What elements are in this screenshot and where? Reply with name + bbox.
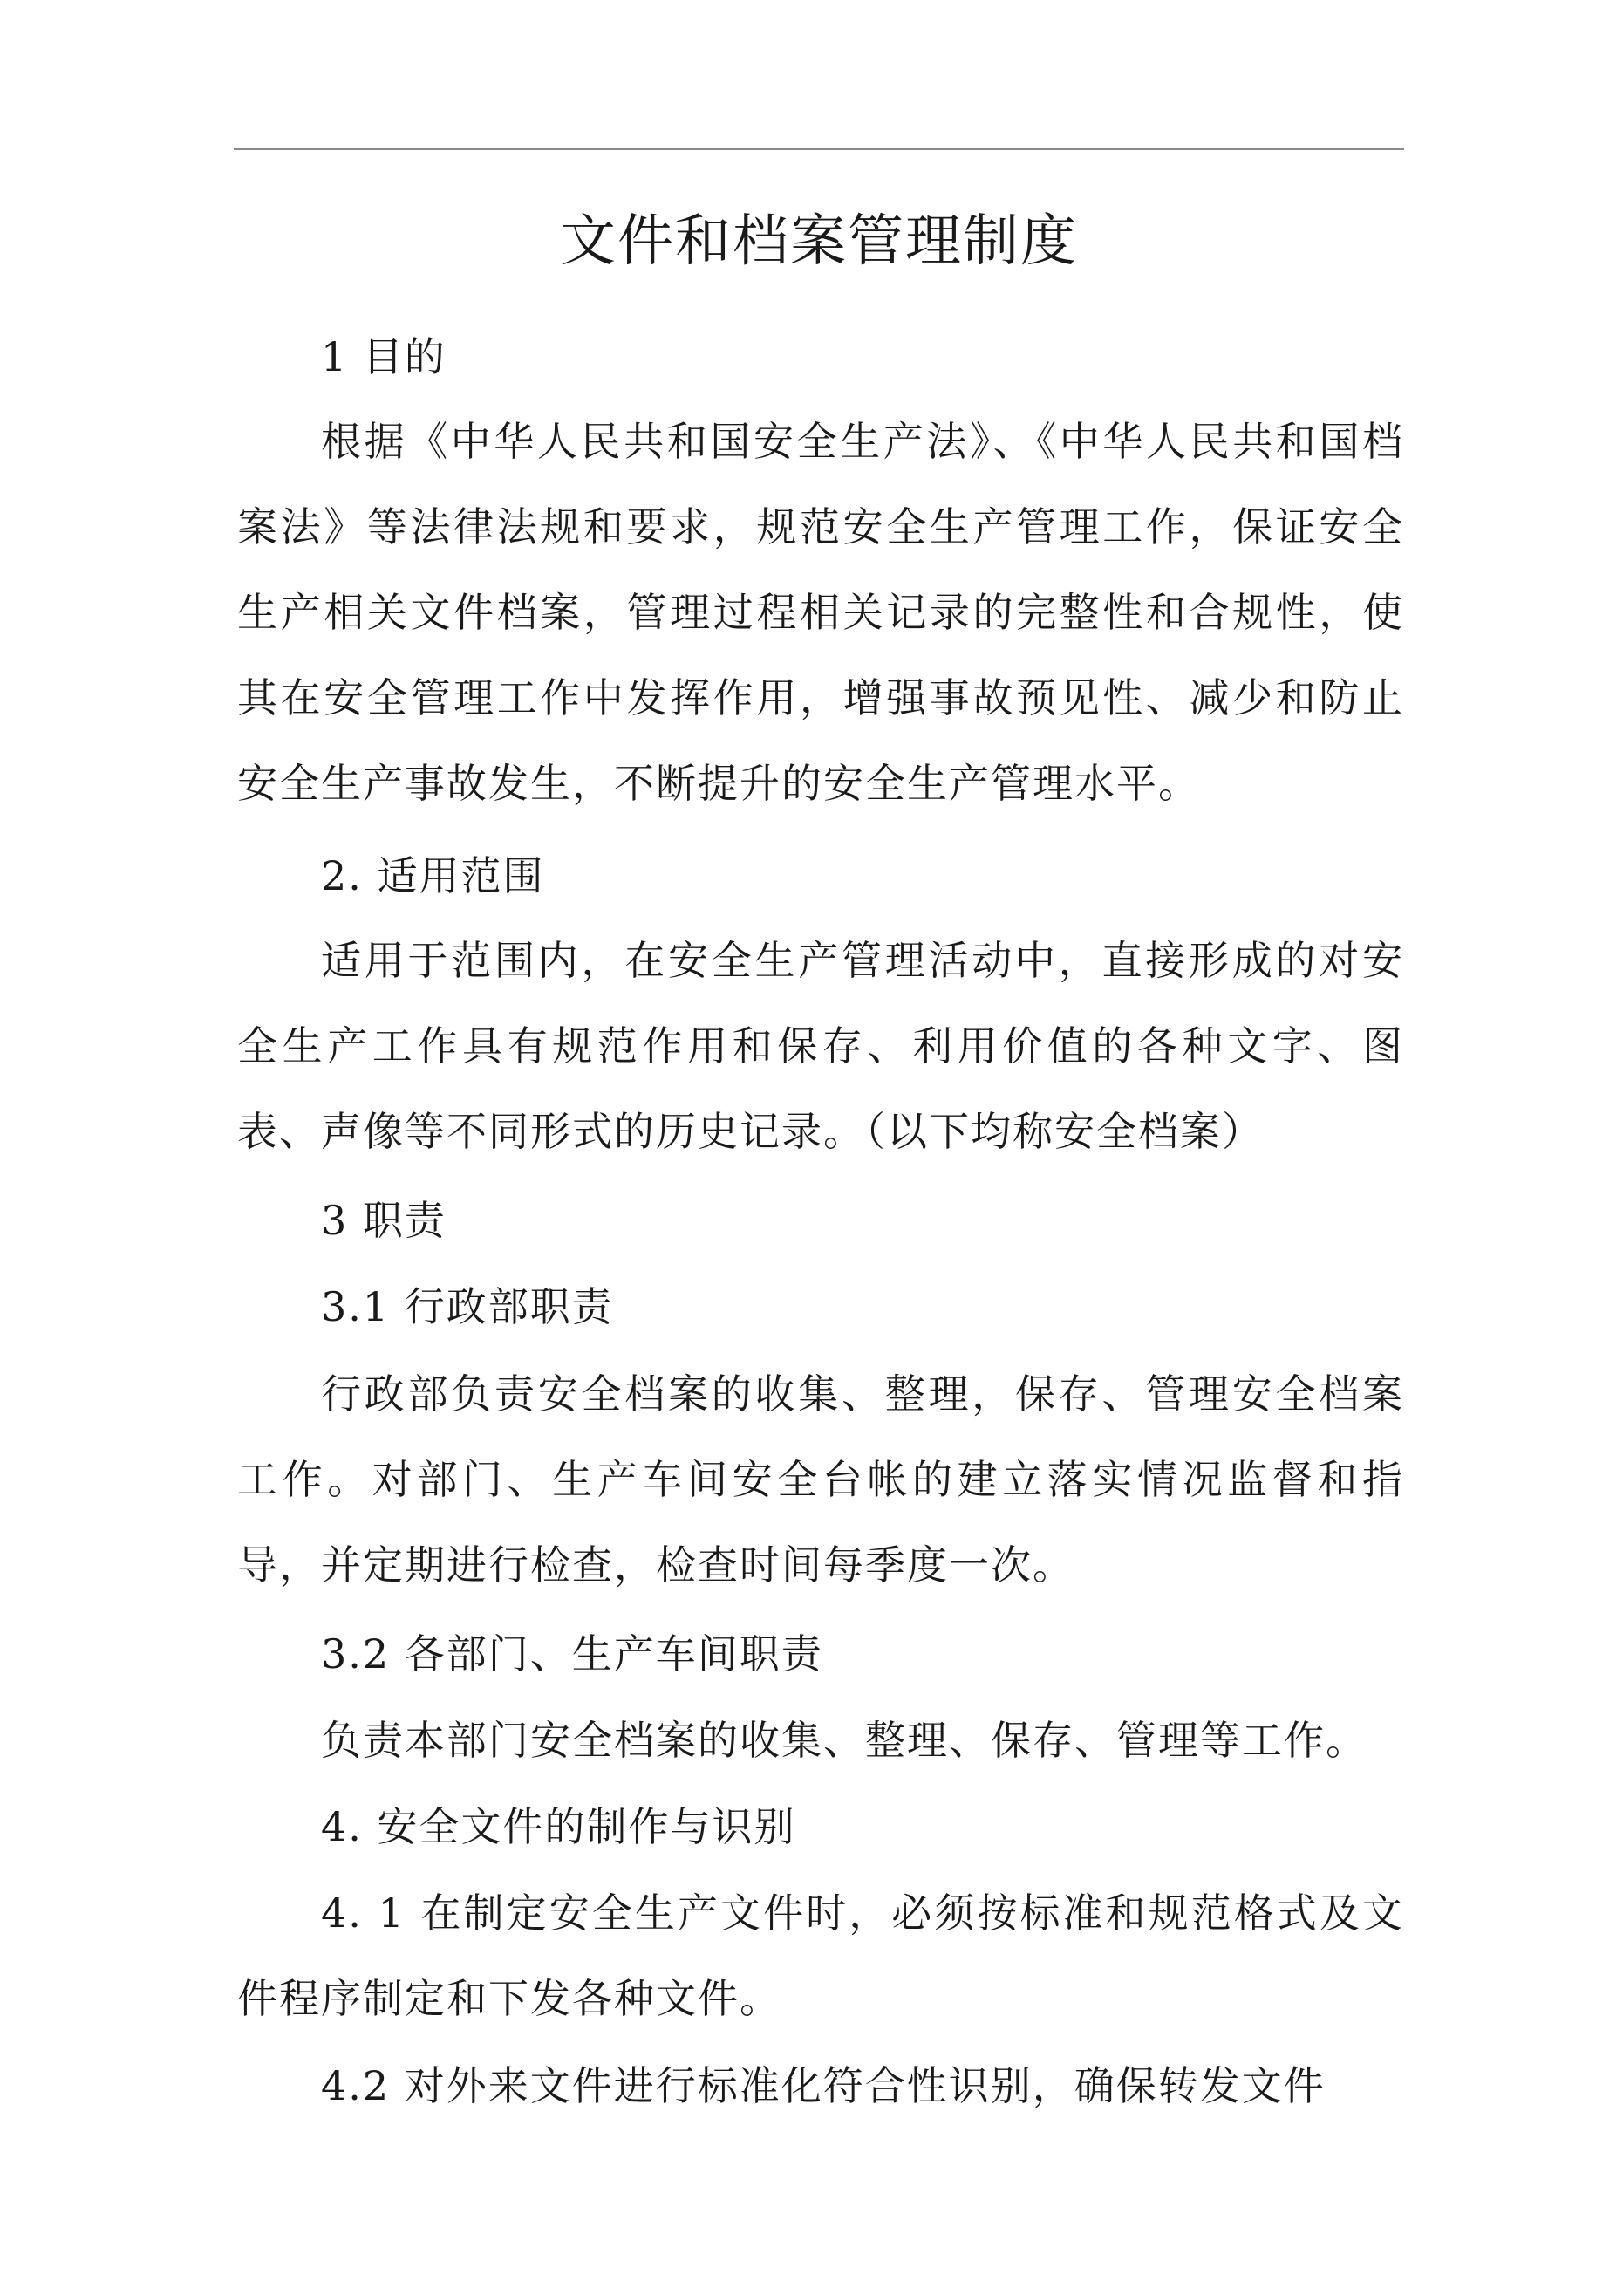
- paragraph-scope: 适用于范围内，在安全生产管理活动中，直接形成的对安全生产工作具有规范作用和保存、利用价值的各种文字、图表、声像等不同形式的历史记录。（以下均称安全档案）: [237, 937, 1404, 1155]
- paragraph-purpose: 根据《中华人民共和国安全生产法》、《中华人民共和国档案法》等法律法规和要求，规范安全生产管理工作，保证安全生产相关文件档案，管理过程相关记录的完整性和合规性，使其在安全管理工作中发挥作用，增强事故预见性、减少和防止安全生产事故发生，不断提升的安全生产管理水平。: [237, 418, 1404, 807]
- paragraph-admin-dept: 行政部负责安全档案的收集、整理，保存、管理安全档案工作。对部门、生产车间安全台帐的建立落实情况监督和指导，并定期进行检查，检查时间每季度一次。: [237, 1370, 1404, 1589]
- section-heading-responsibilities: 3 职责: [321, 1197, 447, 1244]
- section-heading-scope: 2. 适用范围: [321, 852, 545, 899]
- subsection-heading-admin-dept: 3.1 行政部职责: [321, 1283, 614, 1330]
- subsection-heading-departments: 3.2 各部门、生产车间职责: [321, 1630, 823, 1678]
- section-heading-document-creation: 4. 安全文件的制作与识别: [321, 1803, 796, 1850]
- header-rule: [234, 148, 1404, 150]
- section-heading-purpose: 1 目的: [321, 333, 447, 380]
- paragraph-4-1: 4. 1 在制定安全生产文件时，必须按标准和规范格式及文件程序制定和下发各种文件。: [237, 1889, 1404, 2022]
- paragraph-departments: 负责本部门安全档案的收集、整理、保存、管理等工作。: [321, 1717, 1367, 1764]
- paragraph-4-2: 4.2 对外来文件进行标准化符合性识别，确保转发文件: [321, 2062, 1326, 2109]
- document-title: 文件和档案管理制度: [560, 209, 1078, 274]
